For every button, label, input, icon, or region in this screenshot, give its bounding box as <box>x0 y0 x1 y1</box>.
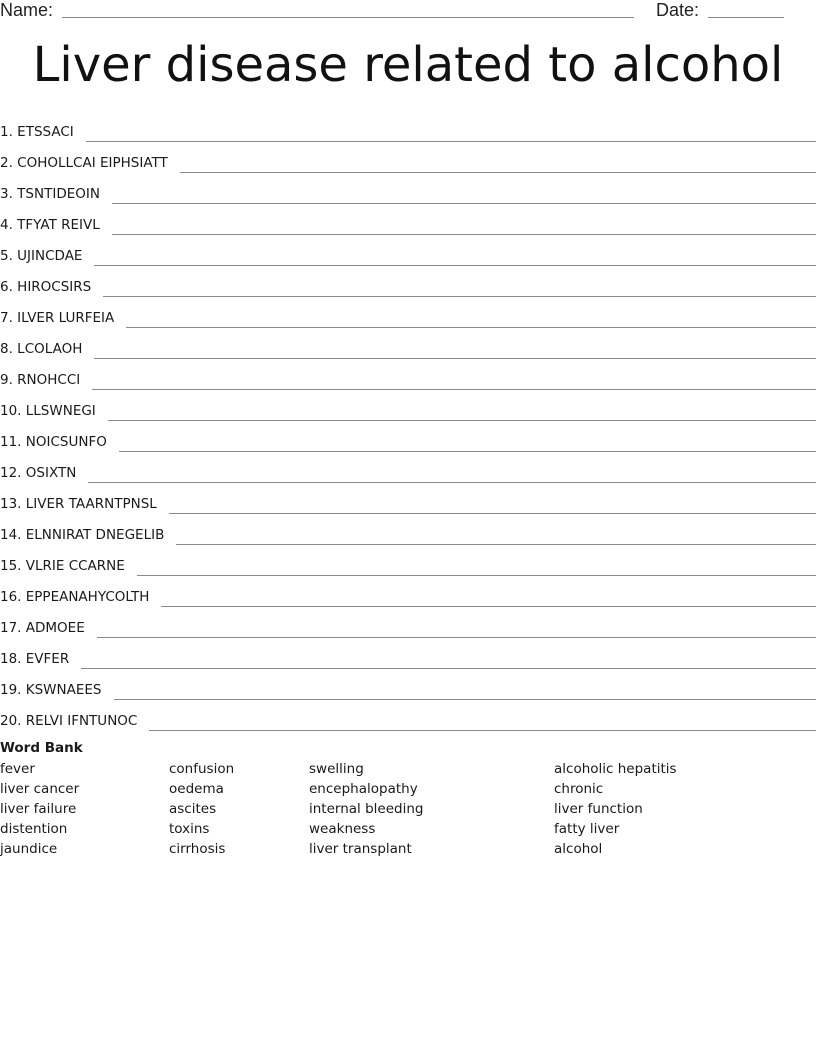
word-bank-word: liver function <box>554 801 643 817</box>
answer-blank-line <box>81 668 816 669</box>
scrambled-word: 9. RNOHCCI <box>0 372 81 388</box>
scrambled-word: 6. HIROCSIRS <box>0 279 92 295</box>
page-title: Liver disease related to alcohol <box>32 37 784 93</box>
word-bank-word: liver cancer <box>0 781 80 797</box>
word-bank-word: liver failure <box>0 801 77 817</box>
question-row <box>0 359 816 390</box>
scrambled-word: 20. RELVI IFNTUNOC <box>0 713 138 729</box>
date-label: Date: <box>656 0 700 20</box>
scrambled-word: 14. ELNNIRAT DNEGELIB <box>0 527 165 543</box>
scrambled-word: 19. KSWNAEES <box>0 682 102 698</box>
scrambled-word: 11. NOICSUNFO <box>0 434 107 450</box>
question-row <box>0 452 816 483</box>
question-row <box>0 638 816 669</box>
question-row <box>0 669 816 700</box>
word-bank-word: liver transplant <box>309 841 412 857</box>
question-row <box>0 297 816 328</box>
answer-blank-line <box>108 420 816 421</box>
answer-blank-line <box>180 172 816 173</box>
question-row <box>0 142 816 173</box>
scrambled-word: 7. ILVER LURFEIA <box>0 310 115 326</box>
question-row <box>0 483 816 514</box>
question-row <box>0 204 816 235</box>
question-row <box>0 700 816 731</box>
question-row <box>0 173 816 204</box>
word-bank-word: chronic <box>554 781 604 797</box>
scramble-question-list <box>0 111 816 731</box>
word-bank-word: encephalopathy <box>309 781 418 797</box>
word-bank-column <box>169 759 234 859</box>
answer-blank-line <box>161 606 816 607</box>
scrambled-word: 5. UJINCDAE <box>0 248 83 264</box>
question-row <box>0 328 816 359</box>
word-bank-word: distention <box>0 821 68 837</box>
answer-blank-line <box>94 265 816 266</box>
scrambled-word: 8. LCOLAOH <box>0 341 83 357</box>
word-bank-word: cirrhosis <box>169 841 226 857</box>
name-label: Name: <box>0 0 54 20</box>
question-row <box>0 235 816 266</box>
word-bank-word: internal bleeding <box>309 801 424 817</box>
answer-blank-line <box>97 637 816 638</box>
word-bank-word: jaundice <box>0 841 58 857</box>
question-row <box>0 390 816 421</box>
answer-blank-line <box>112 234 816 235</box>
word-bank-word: ascites <box>169 801 217 817</box>
word-bank-word: fatty liver <box>554 821 620 837</box>
word-bank-word: alcoholic hepatitis <box>554 761 677 777</box>
answer-blank-line <box>114 699 816 700</box>
answer-blank-line <box>92 389 816 390</box>
answer-blank-line <box>119 451 816 452</box>
word-bank-word: fever <box>0 761 35 777</box>
question-row <box>0 421 816 452</box>
question-row <box>0 266 816 297</box>
word-bank-word: swelling <box>309 761 364 777</box>
answer-blank-line <box>176 544 816 545</box>
answer-blank-line <box>149 730 816 731</box>
question-row <box>0 576 816 607</box>
question-row <box>0 607 816 638</box>
answer-blank-line <box>103 296 816 297</box>
word-bank-word: weakness <box>309 821 376 837</box>
answer-blank-line <box>112 203 816 204</box>
answer-blank-line <box>94 358 816 359</box>
word-bank-word: alcohol <box>554 841 603 857</box>
answer-blank-line <box>137 575 816 576</box>
answer-blank-line <box>88 482 816 483</box>
word-bank-word: confusion <box>169 761 235 777</box>
scrambled-word: 16. EPPEANAHYCOLTH <box>0 589 150 605</box>
word-bank-column <box>554 759 677 859</box>
question-row <box>0 545 816 576</box>
answer-blank-line <box>86 141 816 142</box>
scrambled-word: 15. VLRIE CCARNE <box>0 558 125 574</box>
answer-blank-line <box>169 513 816 514</box>
scrambled-word: 2. COHOLLCAI EIPHSIATT <box>0 155 168 171</box>
scrambled-word: 17. ADMOEE <box>0 620 85 636</box>
scrambled-word: 10. LLSWNEGI <box>0 403 96 419</box>
date-blank-line <box>708 17 784 18</box>
word-bank-word: oedema <box>169 781 224 797</box>
scrambled-word: 3. TSNTIDEOIN <box>0 186 100 202</box>
answer-blank-line <box>126 327 816 328</box>
scrambled-word: 13. LIVER TAARNTPNSL <box>0 496 157 512</box>
scrambled-word: 12. OSIXTN <box>0 465 77 481</box>
name-blank-line <box>62 17 634 18</box>
word-bank <box>0 759 816 859</box>
scrambled-word: 4. TFYAT REIVL <box>0 217 100 233</box>
scrambled-word: 1. ETSSACI <box>0 124 74 140</box>
worksheet-header <box>0 0 816 22</box>
question-row <box>0 111 816 142</box>
word-bank-column <box>309 759 423 859</box>
word-bank-title: Word Bank <box>0 740 83 756</box>
question-row <box>0 514 816 545</box>
word-bank-word: toxins <box>169 821 210 837</box>
scrambled-word: 18. EVFER <box>0 651 70 667</box>
word-bank-column <box>0 759 79 859</box>
